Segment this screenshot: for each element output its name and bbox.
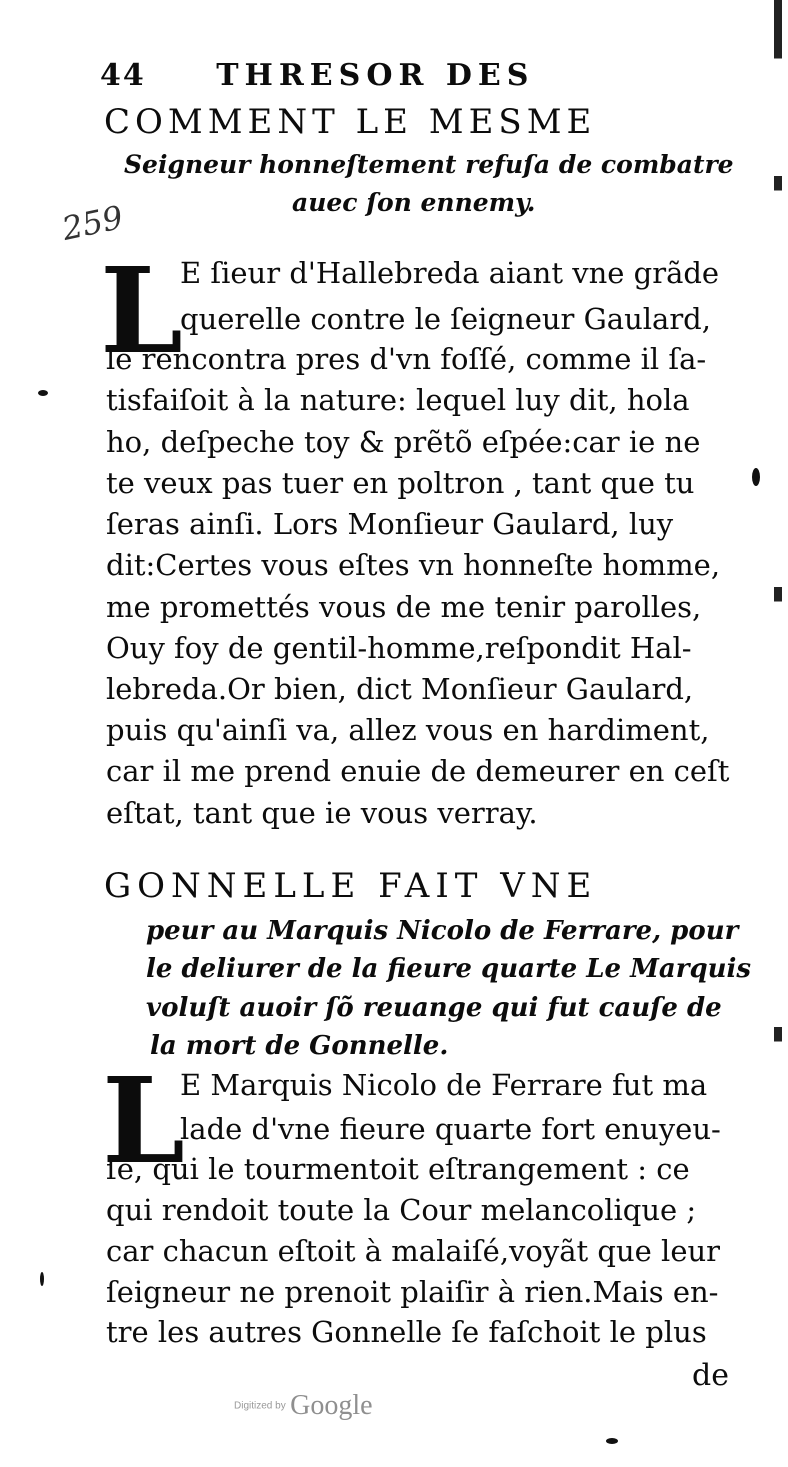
section2-line: ſe, qui le tourmentoit eſtrangement : ce bbox=[106, 1152, 690, 1186]
section1-line: ſeras ainſi. Lors Monſieur Gaulard, luy bbox=[106, 507, 674, 541]
section1-line: querelle contre le ſeigneur Gaulard, bbox=[180, 302, 711, 336]
section1-line: puis qu'ainſi va, allez vous en hardiment, bbox=[106, 713, 710, 747]
section2-subtitle-line: la mort de Gonnelle. bbox=[150, 1031, 449, 1061]
section2-subtitle-line: peur au Marquis Nicolo de Ferrare, pour bbox=[146, 916, 739, 946]
handwritten-number: 259 bbox=[58, 198, 127, 248]
digitized-by-label: Digitized by bbox=[234, 1400, 286, 1412]
section1-dropcap: L bbox=[100, 241, 183, 380]
section1-line: Ouy foy de gentil-homme,reſpondit Hal- bbox=[106, 631, 692, 665]
section1-subtitle-line2: auec ſon ennemy. bbox=[292, 188, 536, 217]
ink-speck bbox=[606, 1438, 618, 1444]
section2-line: E Marquis Nicolo de Ferrare fut ma bbox=[180, 1068, 708, 1102]
section1-line: te veux pas tuer en poltron , tant que tu bbox=[106, 466, 695, 500]
section1-line: car il me prend enuie de demeurer en ceſt bbox=[106, 754, 730, 788]
digitized-by-watermark bbox=[234, 1390, 373, 1422]
section2-dropcap: L bbox=[102, 1051, 185, 1190]
catchword: de bbox=[692, 1358, 729, 1393]
section2-line: car chacun eſtoit à malaiſé,voyãt que leur bbox=[106, 1234, 721, 1268]
section2-heading: GONNELLE FAIT VNE bbox=[104, 866, 598, 906]
section1-line: lebreda.Or bien, dict Monſieur Gaulard, bbox=[106, 672, 694, 706]
section1-line: E ſieur d'Hallebreda aiant vne grãde bbox=[180, 256, 720, 290]
section2-subtitle-line: voluſt auoir ſõ reuange qui fut cauſe de bbox=[146, 993, 722, 1023]
ink-speck bbox=[40, 1272, 44, 1286]
section2-line: lade d'vne fieure quarte fort enuyeu- bbox=[180, 1112, 721, 1146]
section1-line: me promettés vous de me tenir parolles, bbox=[106, 590, 702, 624]
running-head bbox=[100, 58, 534, 93]
running-title: THRESOR DES bbox=[216, 58, 535, 93]
section2-line: ſeigneur ne prenoit plaiſir à rien.Mais en- bbox=[106, 1275, 719, 1309]
page-edge-shadow bbox=[774, 0, 782, 1467]
section1-line: dit:Certes vous eſtes vn honneſte homme, bbox=[106, 548, 721, 582]
ink-speck bbox=[752, 468, 760, 486]
section1-line: le rencontra pres d'vn foſſé, comme il ſa- bbox=[106, 342, 707, 376]
section1-line: ho, deſpeche toy & prẽtõ eſpée:car ie ne bbox=[106, 425, 701, 459]
page-number: 44 bbox=[100, 58, 146, 93]
section2-subtitle-line: le deliurer de la fieure quarte Le Marquis bbox=[146, 954, 752, 984]
section1-heading: COMMENT LE MESME bbox=[104, 102, 597, 142]
google-logo: Google bbox=[290, 1390, 373, 1421]
section1-line: tisfaiſoit à la nature: lequel luy dit, hola bbox=[106, 383, 690, 417]
section1-line: eſtat, tant que ie vous verray. bbox=[106, 796, 538, 830]
ink-speck bbox=[38, 390, 48, 396]
section2-line: qui rendoit toute la Cour melancolique ; bbox=[106, 1193, 697, 1227]
section2-line: tre les autres Gonnelle ſe faſchoit le plus bbox=[106, 1315, 707, 1349]
section1-subtitle-line1: Seigneur honneſtement refuſa de combatre bbox=[124, 150, 734, 179]
